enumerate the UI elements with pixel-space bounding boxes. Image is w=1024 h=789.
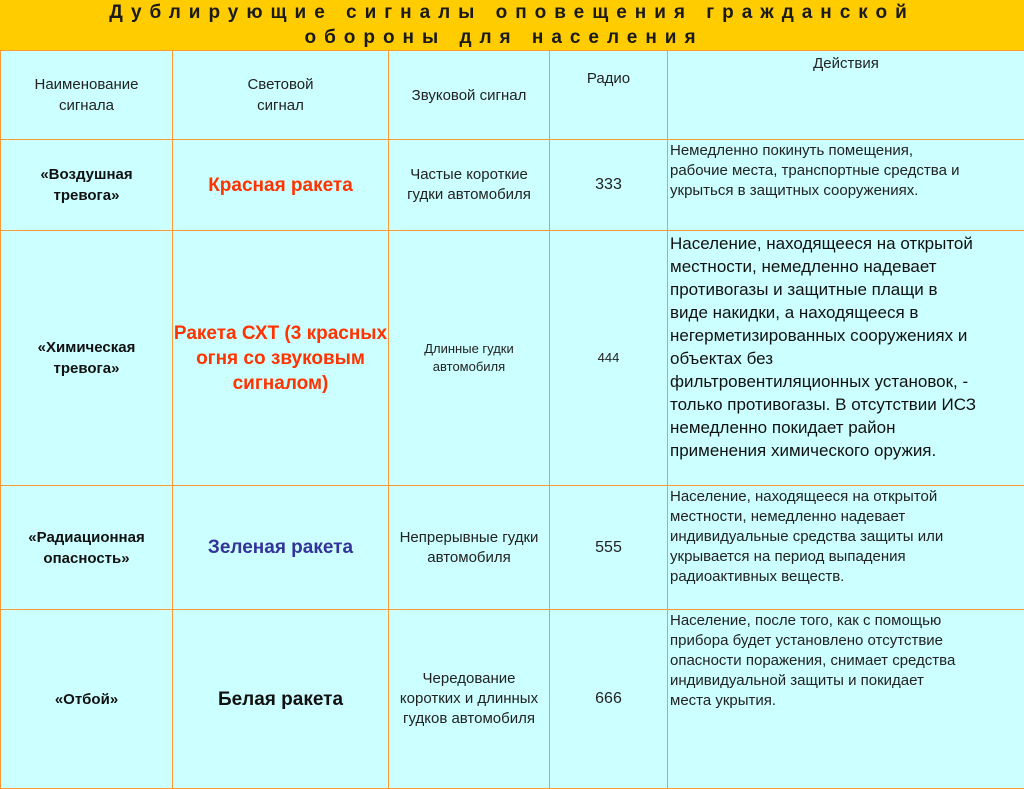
radio-cell [550, 140, 668, 231]
table-row [1, 140, 1024, 231]
signal-name: «Отбой» [55, 691, 118, 708]
light-signal: Белая ракета [218, 689, 343, 710]
header-sound [389, 51, 550, 140]
title-line-1: Дублирующие сигналы оповещения гражданской [0, 2, 1024, 24]
radio-cell [550, 231, 668, 486]
signal-name: «Радиационная опасность» [7, 527, 167, 569]
header-actions [668, 51, 1024, 140]
header-light-label: Световой сигнал [236, 74, 326, 116]
light-signal-cell [173, 140, 389, 231]
header-name-label: Наименование сигнала [27, 74, 147, 116]
radio-cell [550, 486, 668, 610]
title-bar [0, 0, 1024, 50]
actions-line: Население, находящееся на открытой [670, 232, 1024, 255]
light-signal-cell [173, 486, 389, 610]
radio-code: 666 [595, 690, 622, 707]
radio-code: 555 [595, 539, 622, 556]
header-radio-label: Радио [587, 70, 630, 87]
header-light [173, 51, 389, 140]
table-row [1, 231, 1024, 486]
light-signal: Зеленая ракета [208, 537, 353, 558]
sound-signal-cell [389, 486, 550, 610]
actions-line: опасности поражения, снимает средства [670, 651, 1024, 671]
actions-cell [668, 231, 1024, 486]
actions-line: негерметизированных сооружениях и [670, 324, 1024, 347]
light-signal-cell [173, 610, 389, 789]
table-header-row [1, 51, 1024, 140]
light-signal-cell [173, 231, 389, 486]
actions-line: Население, находящееся на открытой [670, 487, 1024, 507]
signal-name-cell [1, 486, 173, 610]
actions-line: фильтровентиляционных установок, - [670, 370, 1024, 393]
actions-line: объектах без [670, 347, 1024, 370]
sound-signal: Непрерывные гудки автомобиля [392, 528, 547, 568]
sound-signal-cell [389, 140, 550, 231]
signal-name-cell [1, 231, 173, 486]
sound-signal-cell [389, 231, 550, 486]
actions-line: только противогазы. В отсутствии ИСЗ [670, 393, 1024, 416]
header-sound-label: Звуковой сигнал [412, 87, 527, 104]
actions-line: места укрытия. [670, 691, 1024, 711]
actions-line: индивидуальной защиты и покидает [670, 671, 1024, 691]
actions-line: местности, немедленно надевает [670, 255, 1024, 278]
actions-line: радиоактивных веществ. [670, 567, 1024, 587]
actions-cell [668, 486, 1024, 610]
actions-line: индивидуальные средства защиты или [670, 527, 1024, 547]
radio-cell [550, 610, 668, 789]
sound-signal: Чередование коротких и длинных гудков автомобиля [399, 669, 539, 729]
actions-line: прибора будет установлено отсутствие [670, 631, 1024, 651]
actions-line: применения химического оружия. [670, 439, 1024, 462]
light-signal: Ракета СХТ (3 красных огня со звуковым сигналом) [174, 321, 388, 396]
header-name [1, 51, 173, 140]
header-radio [550, 51, 668, 140]
actions-line: укрывается на период выпадения [670, 547, 1024, 567]
actions-line: местности, немедленно надевает [670, 507, 1024, 527]
title-line-2: обороны для населения [0, 27, 1016, 49]
actions-cell [668, 610, 1024, 789]
actions-line: Население, после того, как с помощью [670, 611, 1024, 631]
header-actions-label: Действия [813, 55, 879, 72]
signal-name: «Воздушная тревога» [32, 164, 142, 206]
sound-signal-cell [389, 610, 550, 789]
radio-code: 333 [595, 176, 622, 193]
actions-line: укрыться в защитных сооружениях. [670, 181, 1024, 201]
light-signal: Красная ракета [208, 175, 353, 196]
signal-name-cell [1, 140, 173, 231]
table-row [1, 486, 1024, 610]
actions-line: Немедленно покинуть помещения, [670, 141, 1024, 161]
table-row [1, 610, 1024, 789]
signal-name: «Химическая тревога» [27, 337, 147, 379]
actions-line: рабочие места, транспортные средства и [670, 161, 1024, 181]
signal-name-cell [1, 610, 173, 789]
sound-signal: Длинные гудки автомобиля [404, 340, 534, 376]
actions-line: виде накидки, а находящееся в [670, 301, 1024, 324]
actions-line: противогазы и защитные плащи в [670, 278, 1024, 301]
radio-code: 444 [598, 350, 620, 365]
actions-cell [668, 140, 1024, 231]
sound-signal: Частые короткие гудки автомобиля [394, 165, 544, 205]
actions-line: немедленно покидает район [670, 416, 1024, 439]
signals-table [0, 50, 1024, 789]
